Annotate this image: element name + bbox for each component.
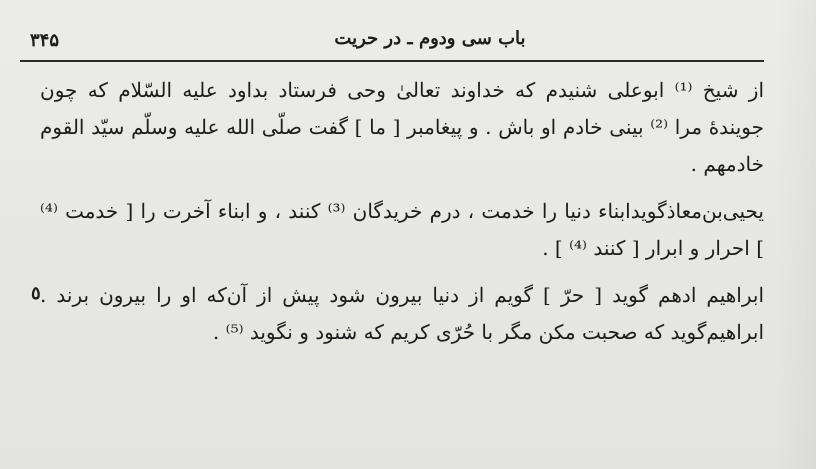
header-rule xyxy=(20,60,764,62)
margin-line-number: ٥ xyxy=(31,283,41,304)
body-text xyxy=(40,72,764,351)
scan-edge-shadow xyxy=(776,0,816,469)
paragraph-2: یحیی‌بن‌معاذگویدابناء دنیا را خدمت ، درم خریدگان ⁽³⁾ کنند ، و ابناء آخرت را [ خدمت ⁽⁴⁾ ] احرار و ابرار [ کنند ⁽⁴⁾ ] . xyxy=(40,199,764,260)
running-head: باب سی ودوم ـ در حریت xyxy=(334,28,526,49)
page-number: ۳۴۵ xyxy=(30,30,60,51)
paragraph-3: ابراهیم ادهم گوید [ حرّ ] گویم از دنیا بیرون شود پیش از آن‌که او را بیرون برند . ابراهیم‌گوید که صحبت مکن مگر با حُرّی کریم که شنود و نگوید ⁽⁵⁾ . xyxy=(40,283,764,344)
paragraph-1: از شیخ ⁽¹⁾ ابوعلی شنیدم که خداوند تعالیٰ وحی فرستاد بداود علیه السّلام که چون جوینده‌ٔ مرا ⁽²⁾ بینی خادم او باش . و پیغامبر [ ما ] گفت صلّی الله علیه وسلّم سیّد القوم خادمهم . xyxy=(40,78,765,176)
show-through-text xyxy=(420,414,780,454)
